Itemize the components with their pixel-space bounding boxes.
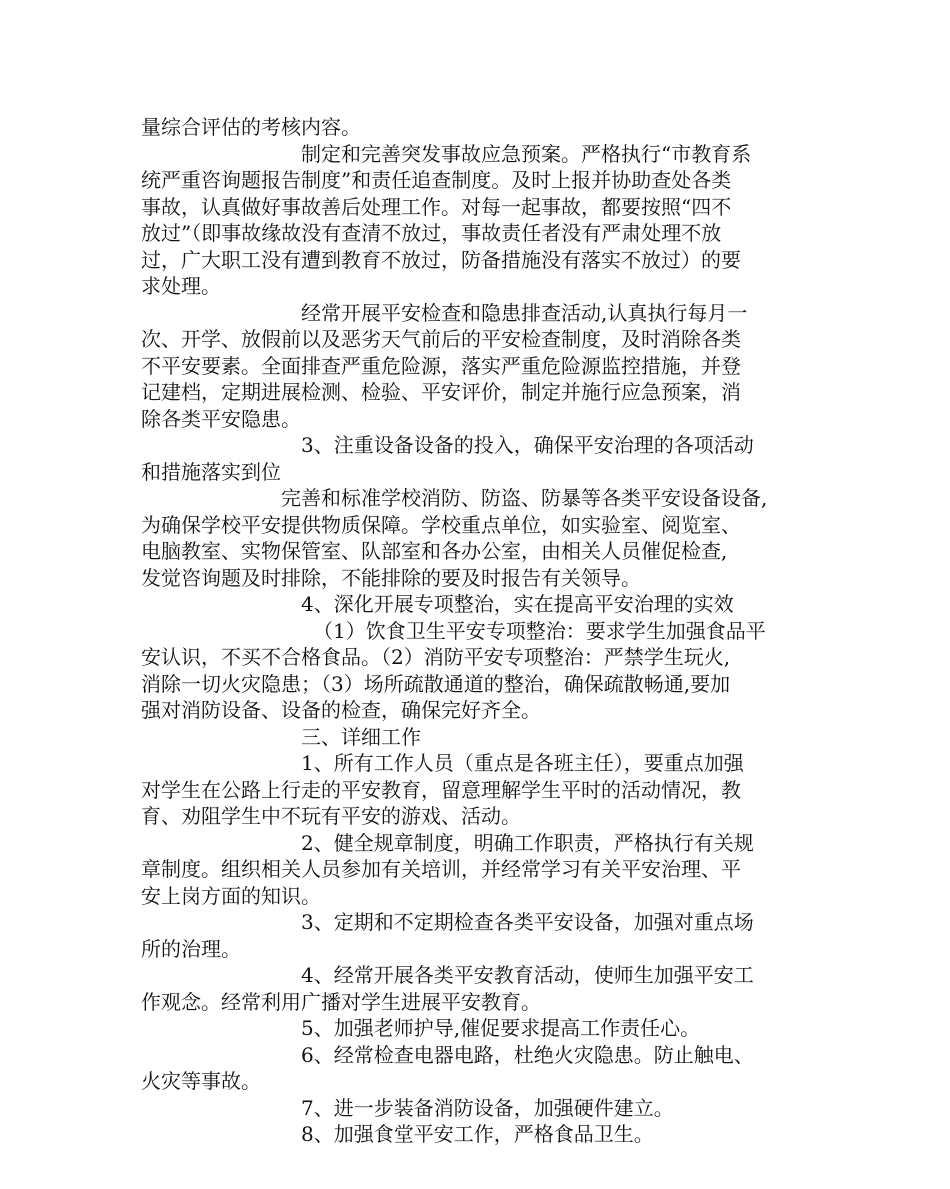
- text-line: 3、定期和不定期检查各类平安设备，加强对重点场: [301, 910, 754, 934]
- text-line: 放过”（即事故缘故没有查清不放过，事故责任者没有严肃处理不放: [141, 221, 722, 245]
- text-line: 对学生在公路上行走的平安教育，留意理解学生平时的活动情况，教: [141, 777, 741, 802]
- text-line: 消除一切火灾隐患；（3）场所疏散通道的整治，确保疏散畅通,要加: [141, 671, 731, 696]
- paragraph: [141, 909, 811, 962]
- text-line: 次、开学、放假前以及恶劣天气前后的平安检查制度，及时消除各类: [141, 327, 741, 351]
- text-line: 事故，认真做好事故善后处理工作。对每一起事故，都要按照“四不: [141, 194, 732, 219]
- text-line: 发觉咨询题及时排除，不能排除的要及时报告有关领导。: [141, 565, 641, 590]
- text-line: 不平安要素。全面排查严重危险源，落实严重危险源监控措施，并登: [141, 353, 741, 378]
- text-line: 和措施落实到位: [141, 459, 281, 484]
- paragraph: [141, 830, 811, 910]
- text-line: 育、劝阻学生中不玩有平安的游戏、活动。: [141, 804, 521, 828]
- text-line: 2、健全规章制度，明确工作职责，严格执行有关规: [301, 830, 754, 855]
- document-body: [141, 114, 811, 1148]
- text-line: 求处理。: [141, 274, 221, 298]
- text-line: 3、注重设备设备的投入，确保平安治理的各项活动: [301, 433, 754, 457]
- text-line: 经常开展平安检查和隐患排查活动,认真执行每月一: [301, 300, 748, 325]
- text-line: 4、经常开展各类平安教育活动，使师生加强平安工: [301, 963, 754, 987]
- paragraph: [141, 724, 811, 751]
- text-line: 为确保学校平安提供物质保障。学校重点单位，如实验室、阅览室、: [141, 512, 741, 537]
- paragraph: [141, 1015, 811, 1042]
- text-line: （1）饮食卫生平安专项整治：要求学生加强食品平: [313, 618, 766, 643]
- text-line: 电脑教室、实物保管室、队部室和各办公室，由相关人员催促检查,: [141, 539, 728, 563]
- paragraph: [141, 1121, 811, 1148]
- text-line: 除各类平安隐患。: [141, 406, 301, 431]
- paragraph: [141, 618, 811, 724]
- paragraph: [141, 591, 811, 618]
- text-line: 4、深化开展专项整治，实在提高平安治理的实效: [301, 592, 734, 616]
- paragraph: [141, 1095, 811, 1122]
- text-line: 三、详细工作: [301, 724, 421, 749]
- paragraph: [141, 141, 811, 300]
- paragraph: [141, 485, 811, 591]
- paragraph: [141, 300, 811, 433]
- text-line: 量综合评估的考核内容。: [141, 115, 361, 139]
- text-line: 安上岗方面的知识。: [141, 883, 321, 908]
- paragraph: [141, 432, 811, 485]
- paragraph: [141, 962, 811, 1015]
- text-line: 强对消防设备、设备的检查，确保完好齐全。: [141, 698, 541, 722]
- paragraph: [141, 114, 811, 141]
- paragraph: [141, 750, 811, 830]
- text-line: 1、所有工作人员（重点是各班主任），要重点加强: [301, 751, 744, 775]
- text-line: 7、进一步装备消防设备，加强硬件建立。: [301, 1095, 674, 1120]
- text-line: 5、加强老师护导,催促要求提高工作责任心。: [301, 1016, 701, 1040]
- text-line: 火灾等事故。: [141, 1069, 261, 1093]
- text-line: 安认识，不买不合格食品。（2）消防平安专项整治：严禁学生玩火,: [141, 645, 731, 669]
- paragraph: [141, 1042, 811, 1095]
- text-line: 完善和标准学校消防、防盗、防暴等各类平安设备设备,: [281, 486, 768, 510]
- text-line: 8、加强食堂平安工作，严格食品卫生。: [301, 1122, 654, 1146]
- text-line: 统严重咨询题报告制度”和责任追查制度。及时上报并协助查处各类: [141, 168, 732, 192]
- text-line: 过，广大职工没有遭到教育不放过，防备措施没有落实不放过）的要: [141, 247, 741, 272]
- text-line: 制定和完善突发事故应急预案。严格执行“市教育系: [301, 141, 752, 166]
- text-line: 所的治理。: [141, 936, 241, 961]
- text-line: 作观念。经常利用广播对学生进展平安教育。: [141, 989, 541, 1014]
- text-line: 6、经常检查电器电路，杜绝火灾隐患。防止触电、: [301, 1042, 754, 1067]
- text-line: 记建档，定期进展检测、检验、平安评价，制定并施行应急预案，消: [141, 380, 741, 404]
- text-line: 章制度。组织相关人员参加有关培训，并经常学习有关平安治理、平: [141, 857, 741, 881]
